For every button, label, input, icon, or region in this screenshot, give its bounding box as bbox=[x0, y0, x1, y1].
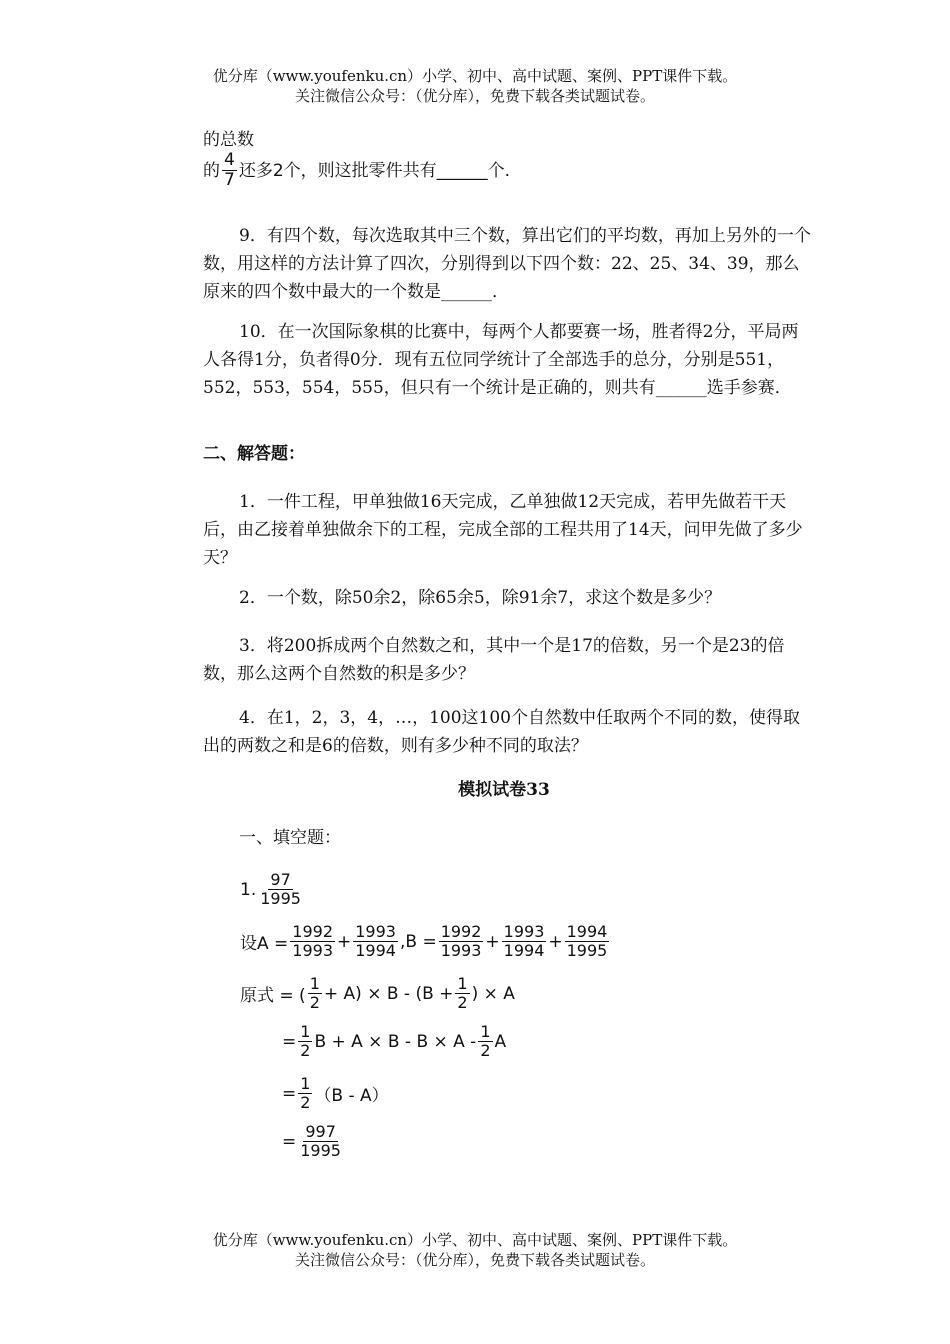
frac-den: 2 bbox=[309, 993, 320, 1012]
frac-a1 bbox=[290, 924, 335, 959]
answer-1 bbox=[240, 872, 305, 907]
frac-num: 1 bbox=[300, 1022, 311, 1041]
frac-num: 997 bbox=[305, 1122, 336, 1141]
half-2 bbox=[455, 976, 469, 1011]
set-a-label: 设A = bbox=[240, 934, 289, 954]
plus-sign: + bbox=[548, 931, 563, 952]
part-1-title: 一、填空题： bbox=[239, 828, 341, 848]
q8-fraction bbox=[222, 152, 237, 189]
step-2 bbox=[282, 1024, 506, 1059]
step-2-end: A bbox=[494, 1031, 507, 1052]
frac-den: 2 bbox=[480, 1041, 491, 1060]
half-1 bbox=[308, 976, 322, 1011]
footer-line-1: 优分库（www.youfenku.cn）小学、初中、高中试题、案例、PPT课件下载。 bbox=[212, 1231, 738, 1249]
question-10: 10．在一次国际象棋的比赛中，每两个人都要赛一场，胜者得2分，平局两人各得1分，负者得0分．现有五位同学统计了全部选手的总分，分别是551，552，553，554，555，但只有一个统计是正确的，则共有______选手参赛． bbox=[203, 322, 799, 398]
q8-line-2 bbox=[203, 152, 813, 189]
equals-sign: = bbox=[282, 1083, 297, 1104]
answer-fraction bbox=[258, 872, 303, 907]
frac-num: 1 bbox=[457, 974, 468, 993]
half-3 bbox=[298, 1024, 312, 1059]
frac-num: 1992 bbox=[292, 922, 333, 941]
frac-den: 2 bbox=[300, 1093, 311, 1112]
half-5 bbox=[298, 1076, 312, 1111]
final-fraction bbox=[298, 1124, 343, 1159]
q8-post: 还多2个，则这批零件共有______个. bbox=[238, 160, 511, 181]
frac-den: 1993 bbox=[292, 941, 333, 960]
frac-den: 2 bbox=[300, 1041, 311, 1060]
frac-num: 1993 bbox=[355, 922, 396, 941]
s2-question-2: 2．一个数，除50余2，除65余5，除91余7，求这个数是多少？ bbox=[239, 588, 722, 608]
plus-sign: + bbox=[485, 931, 500, 952]
footer-line-2: 关注微信公众号：（优分库），免费下载各类试题试卷。 bbox=[294, 1251, 655, 1269]
frac-num: 1 bbox=[300, 1074, 311, 1093]
q8-frac-den: 7 bbox=[224, 170, 235, 190]
section-2-title: 二、解答题： bbox=[203, 444, 305, 464]
frac-den: 1994 bbox=[503, 941, 545, 960]
frac-den: 1993 bbox=[440, 941, 482, 960]
s2-question-4: 4．在1，2，3，4，…，100这100个自然数中任取两个不同的数，使得取出的两数之和是6的倍数，则有多少种不同的取法？ bbox=[203, 708, 800, 756]
frac-b2 bbox=[502, 924, 547, 959]
step-3-end: （B - A） bbox=[314, 1086, 389, 1106]
frac-a2 bbox=[353, 924, 398, 959]
plus-sign: + bbox=[337, 931, 352, 952]
answer-den: 1995 bbox=[260, 889, 301, 908]
step-4 bbox=[282, 1124, 345, 1159]
header-line-2: 关注微信公众号：（优分库），免费下载各类试题试卷。 bbox=[294, 87, 655, 105]
s2-question-1: 1．一件工程，甲单独做16天完成，乙单独做12天完成，若甲先做若干天后，由乙接着单独做余下的工程，完成全部的工程共用了14天，问甲先做了多少天？ bbox=[203, 492, 803, 568]
frac-num: 1 bbox=[480, 1022, 491, 1041]
set-b-label: ,B = bbox=[399, 931, 437, 952]
frac-num: 1994 bbox=[566, 922, 608, 941]
frac-den: 1994 bbox=[355, 941, 396, 960]
orig-end: ) × A bbox=[471, 983, 515, 1004]
header-line-1: 优分库（www.youfenku.cn）小学、初中、高中试题、案例、PPT课件下载。 bbox=[212, 67, 738, 85]
set-a-b-line bbox=[240, 924, 611, 959]
question-9: 9．有四个数，每次选取其中三个数，算出它们的平均数，再加上另外的一个数，用这样的方法计算了四次，分别得到以下四个数：22、25、34、39，那么原来的四个数中最大的一个数是______． bbox=[203, 226, 811, 302]
frac-num: 1 bbox=[309, 974, 320, 993]
frac-den: 2 bbox=[457, 993, 468, 1012]
exam-title: 模拟试卷33 bbox=[458, 780, 550, 800]
orig-label: 原式 = ( bbox=[240, 986, 306, 1006]
frac-den: 1995 bbox=[300, 1141, 341, 1160]
step-3 bbox=[282, 1076, 389, 1111]
frac-b1 bbox=[439, 924, 484, 959]
q8-pre: 的 bbox=[203, 160, 220, 181]
equals-sign: = bbox=[282, 1031, 297, 1052]
frac-b3 bbox=[565, 924, 610, 959]
frac-num: 1993 bbox=[503, 922, 545, 941]
equals-sign: = bbox=[282, 1131, 297, 1152]
original-expression bbox=[240, 976, 515, 1011]
frac-den: 1995 bbox=[566, 941, 608, 960]
answer-number: 1. bbox=[240, 879, 257, 900]
step-2-mid: B + A × B - B × A - bbox=[314, 1031, 477, 1052]
s2-question-3: 3．将200拆成两个自然数之和，其中一个是17的倍数，另一个是23的倍数，那么这两个自然数的积是多少？ bbox=[203, 636, 785, 684]
half-4 bbox=[478, 1024, 492, 1059]
q8-line-1: 的总数 bbox=[203, 130, 254, 150]
answer-num: 97 bbox=[270, 870, 291, 889]
orig-mid: + A) × B - (B + bbox=[323, 983, 454, 1004]
q8-frac-num: 4 bbox=[224, 150, 235, 170]
frac-num: 1992 bbox=[440, 922, 482, 941]
